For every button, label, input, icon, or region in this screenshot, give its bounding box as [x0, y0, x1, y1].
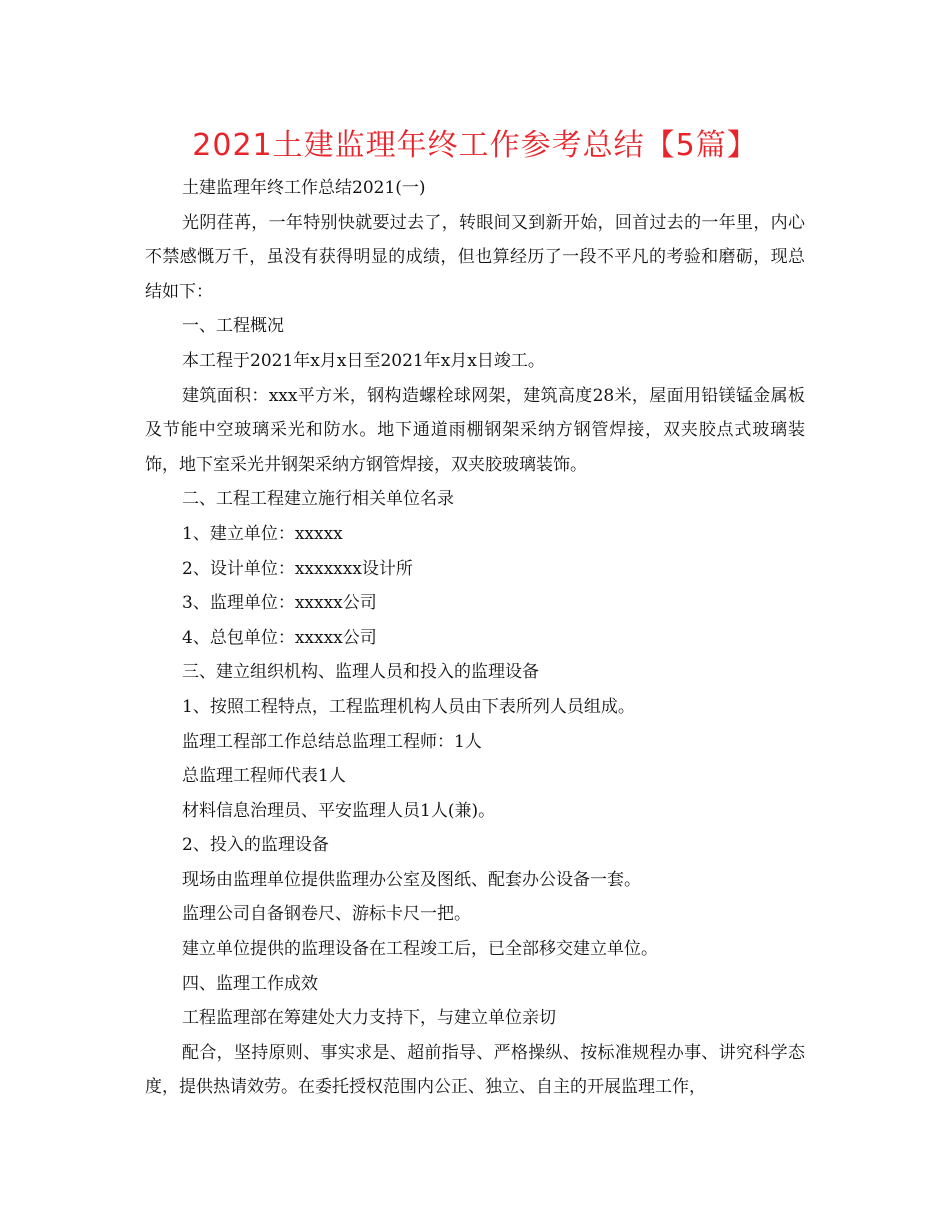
paragraph: 2、投入的监理设备 — [182, 835, 329, 856]
paragraph: 现场由监理单位提供监理办公室及图纸、配套办公设备一套。 — [182, 869, 641, 890]
section-heading: 三、建立组织机构、监理人员和投入的监理设备 — [182, 662, 539, 683]
list-item: 4、总包单位：xxxxx公司 — [182, 627, 377, 648]
paragraph: 建立单位提供的监理设备在工程竣工后，已全部移交建立单位。 — [182, 939, 658, 960]
section-heading: 一、工程概况 — [182, 316, 284, 337]
section-heading: 二、工程工程建立施行相关单位名录 — [182, 489, 454, 510]
list-item: 2、设计单位：xxxxxxx设计所 — [182, 558, 413, 579]
paragraph: 配合，坚持原则、事实求是、超前指导、严格操纵、按标准规程办事、讲究科学态度，提供热请效劳。在委托授权范围内公正、独立、自主的开展监理工作， — [145, 1042, 805, 1098]
list-item: 1、建立单位：xxxxx — [182, 523, 343, 544]
section-heading: 土建监理年终工作总结2021(一) — [182, 178, 426, 198]
paragraph: 总监理工程师代表1人 — [182, 766, 346, 787]
paragraph: 监理工程部工作总结总监理工程师：1人 — [182, 731, 482, 752]
paragraph: 工程监理部在筹建处大力支持下，与建立单位亲切 — [182, 1008, 556, 1029]
document-body — [145, 171, 805, 1105]
section-heading: 四、监理工作成效 — [182, 973, 318, 994]
list-item: 3、监理单位：xxxxx公司 — [182, 593, 377, 614]
paragraph: 材料信息治理员、平安监理人员1人(兼)。 — [182, 800, 496, 821]
paragraph: 1、按照工程特点，工程监理机构人员由下表所列人员组成。 — [182, 696, 635, 717]
paragraph: 建筑面积：xxx平方米，钢构造螺栓球网架，建筑高度28米，屋面用铅镁锰金属板及节能中空玻璃采光和防水。地下通道雨棚钢架采纳方钢管焊接，双夹胶点式玻璃装饰，地下室采光井钢架采纳方钢管焊接，双夹胶玻璃装饰。 — [145, 385, 805, 475]
paragraph: 监理公司自备钢卷尺、游标卡尺一把。 — [182, 904, 471, 925]
document-title: 2021土建监理年终工作参考总结【5篇】 — [192, 128, 758, 163]
paragraph: 本工程于2021年x月x日至2021年x月x日竣工。 — [182, 350, 545, 371]
paragraph: 光阴荏苒，一年特别快就要过去了，转眼间又到新开始，回首过去的一年里，内心不禁感慨万千，虽没有获得明显的成绩，但也算经历了一段不平凡的考验和磨砺，现总结如下： — [145, 212, 805, 302]
